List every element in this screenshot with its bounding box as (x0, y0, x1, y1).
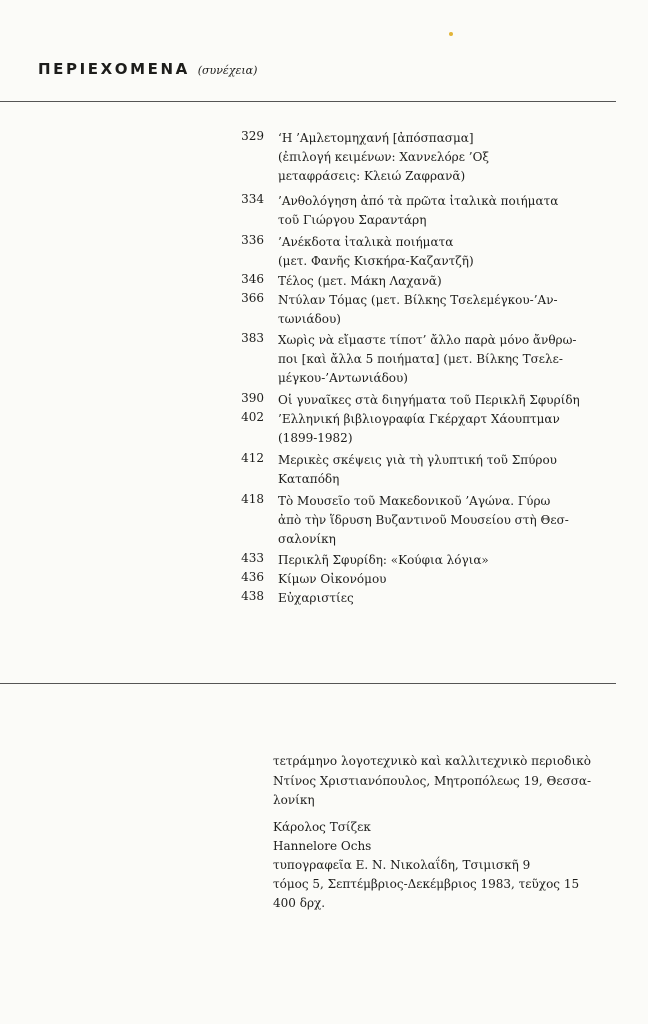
toc-title-line: μεταφράσεις: Κλειώ Ζαφρανᾶ) (278, 169, 466, 183)
colophon-value-line: τόμος 5, Σεπτέμβριος-Δεκέμβριος 1983, τεῦχος 15 (273, 877, 580, 891)
toc-page-number: 346 (241, 272, 264, 286)
colophon-value-line: Κάρολος Τσίζεκ (273, 820, 371, 834)
toc-title-line: (1899-1982) (278, 431, 353, 445)
top-divider (0, 101, 616, 102)
toc-title-line: Κίμων Οἰκονόμου (278, 572, 387, 586)
colophon-value-line: λονίκη (273, 793, 315, 807)
toc-title-line: Περικλῆ Σφυρίδη: «Κούφια λόγια» (278, 553, 489, 567)
toc-title-line: Ντύλαν Τόμας (μετ. Βίλκης Τσελεμέγκου-’Αν- (278, 293, 558, 307)
toc-page-number: 390 (241, 391, 264, 405)
toc-title (278, 551, 489, 570)
toc-title-line: ποι [καὶ ἄλλα 5 ποιήματα] (μετ. Βίλκης Τσελε- (278, 352, 563, 366)
toc-page-number: 433 (241, 551, 264, 565)
toc-title-line: Τὸ Μουσεῖο τοῦ Μακεδονικοῦ ’Αγώνα. Γύρω (278, 494, 551, 508)
middle-divider (0, 683, 616, 684)
toc-title-line: ’Ελληνική βιβλιογραφία Γκέρχαρτ Χάουπτμαν (278, 412, 560, 426)
ink-speck (449, 32, 453, 36)
toc-title-line: ’Ανθολόγηση ἀπό τὰ πρῶτα ἰταλικὰ ποιήματα (278, 194, 559, 208)
toc-title-line: Μερικὲς σκέψεις γιὰ τὴ γλυπτική τοῦ Σπύρου (278, 453, 557, 467)
colophon-value-line: τετράμηνο λογοτεχνικὸ καὶ καλλιτεχνικὸ περιοδικὸ (273, 754, 591, 768)
toc-page-number: 418 (241, 492, 264, 506)
colophon-value-line: Ντίνος Χριστιανόπουλος, Μητροπόλεως 19, Θεσσα- (273, 774, 592, 788)
toc-title-line: τοῦ Γιώργου Σαραντάρη (278, 213, 427, 227)
toc-page-number: 334 (241, 192, 264, 206)
toc-title-line: ‘Η ’Αμλετομηχανή [ἀπόσπασμα] (278, 131, 474, 145)
toc-page-number: 329 (241, 129, 264, 143)
toc-page-number: 412 (241, 451, 264, 465)
toc-title (278, 391, 580, 410)
toc-title (278, 129, 489, 186)
toc-page-number: 336 (241, 233, 264, 247)
toc-title (278, 233, 474, 271)
colophon-value-line: 400 δρχ. (273, 896, 326, 910)
toc-title-line: Εὐχαριστίες (278, 591, 354, 605)
toc-page-number: 436 (241, 570, 264, 584)
toc-page-number: 383 (241, 331, 264, 345)
toc-title (278, 272, 442, 291)
colophon-value (273, 856, 530, 875)
toc-title-line: (ἐπιλογή κειμένων: Χαννελόρε ’Οξ (278, 150, 490, 164)
toc-title (278, 291, 558, 329)
colophon-value-line: Hannelore Ochs (273, 839, 372, 853)
colophon-value (273, 837, 371, 856)
toc-title-line: σαλονίκη (278, 532, 336, 546)
toc-title-line: τωνιάδου) (278, 312, 341, 326)
toc-title (278, 331, 576, 388)
colophon-value-line: τυπογραφεῖα Ε. Ν. Νικολαΐδη, Τσιμισκῆ 9 (273, 858, 531, 872)
toc-title (278, 451, 557, 489)
colophon-value (273, 875, 579, 894)
toc-title-line: ἀπὸ τὴν ἵδρυση Βυζαντινοῦ Μουσείου στὴ Θεσ- (278, 513, 569, 527)
title-subtitle: (συνέχεια) (197, 64, 258, 77)
toc-title-line: μέγκου-’Αντωνιάδου) (278, 371, 408, 385)
colophon-value (273, 894, 325, 913)
toc-title (278, 410, 560, 448)
colophon-value (273, 818, 371, 837)
toc-title (278, 589, 354, 608)
toc-title-line: Οἱ γυναῖκες στὰ διηγήματα τοῦ Περικλῆ Σφυρίδη (278, 393, 580, 407)
toc-title-line: Καταπόδη (278, 472, 340, 486)
toc-page-number: 366 (241, 291, 264, 305)
toc-title-line: ’Ανέκδοτα ἰταλικὰ ποιήματα (278, 235, 454, 249)
toc-page-number: 438 (241, 589, 264, 603)
toc-title-line: Τέλος (μετ. Μάκη Λαχανᾶ) (278, 274, 442, 288)
colophon-value (273, 772, 591, 810)
toc-title-line: (μετ. Φανῆς Κισκήρα-Καζαντζῆ) (278, 254, 474, 268)
toc-page-number: 402 (241, 410, 264, 424)
page-title (38, 60, 257, 78)
toc-title (278, 192, 558, 230)
toc-title-line: Χωρὶς νὰ εἴμαστε τίποτ’ ἄλλο παρὰ μόνο ἄνθρω- (278, 333, 577, 347)
colophon-value (273, 752, 591, 771)
title-text: ΠΕΡΙΕΧΟΜΕΝΑ (38, 60, 190, 78)
toc-title (278, 492, 569, 549)
toc-title (278, 570, 386, 589)
